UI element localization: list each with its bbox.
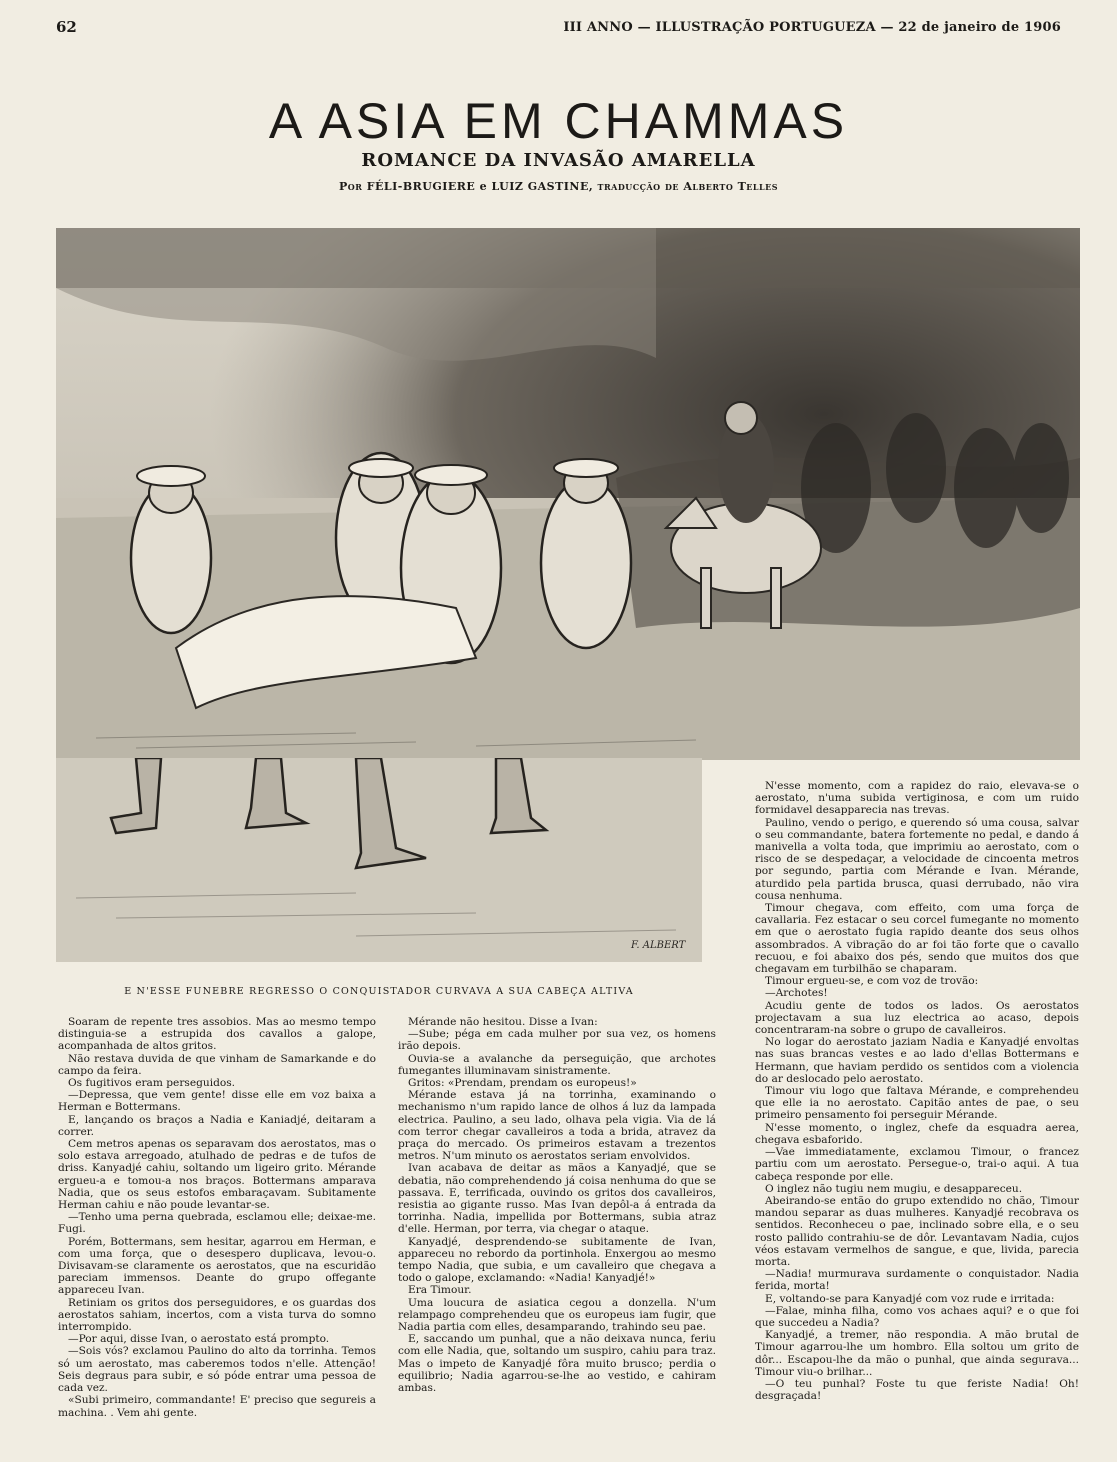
illustration-lower <box>56 758 702 962</box>
article-subtitle: ROMANCE DA INVASÃO AMARELLA <box>361 150 756 171</box>
paragraph: —O teu punhal? Foste tu que feriste Nadia! Oh! desgraçada! <box>755 1377 1079 1403</box>
paragraph: Mérande estava já na torrinha, examinando o mechanismo n'um rapido lance de olhos á luz da lampada electrica. Paulino, a seu lado, olhava pela vigia. Via de lá com terror chegar cavalleiros a toda a brida, atravez da praça do mercado. Os primeiros estavam a trezentos metros. N'um minuto os aerostatos seriam envolvidos. <box>398 1089 716 1163</box>
paragraph: N'esse momento, com a rapidez do raio, elevava-se o aerostato, n'uma subida vertiginosa, e com um ruido formidavel desapparecia nas trevas. <box>755 780 1079 817</box>
paragraph: Ivan acabava de deitar as mãos a Kanyadjé, que se debatia, não comprehendendo já coisa nenhuma do que se passava. E, terrificada, ouvindo os gritos dos cavalleiros, resistia ao gigante russo. Mas Ivan depôl-a á entrada da torrinha. Nadia, impellida por Bottermans, subia atraz d'elle. Herman, por terra, via chegar o ataque. <box>398 1162 716 1236</box>
paragraph: Uma loucura de asiatica cegou a donzella. N'um relampago comprehendeu que os europeus iam fugir, que Nadia partia com elles, desamparando, trahindo seu pae. <box>398 1296 716 1334</box>
paragraph: —Sube; péga em cada mulher por sua vez, os homens irão depois. <box>398 1028 716 1053</box>
illustration-caption: E N'ESSE FUNEBRE REGRESSO O CONQUISTADOR CURVAVA A SUA CABEÇA ALTIVA <box>124 986 634 997</box>
paragraph: E, saccando um punhal, que a não deixava nunca, feriu com elle Nadia, que, soltando um suspiro, cahiu para traz. Mas o impeto de Kanyadjé fôra muito brusco; perdia o equilibrio; Nadia agarrou-se-lhe ao vestido, e cahiram ambas. <box>398 1333 716 1395</box>
paragraph: Mérande não hesitou. Disse a Ivan: <box>408 1016 598 1028</box>
paragraph: Acudiu gente de todos os lados. Os aerostatos projectavam a sua luz electrica ao acaso, depois concentraram-na sobre o grupo de cavalleiros. <box>755 999 1079 1037</box>
page-header <box>56 18 1061 42</box>
paragraph: No logar do aerostato jaziam Nadia e Kanyadjé envoltas nas suas brancas vestes e ao lado d'ellas Bottermans e Hermann, que haviam perdido os sentidos com a violencia do ar deslocado pelo aerostato. <box>755 1036 1079 1085</box>
illustration <box>56 228 1080 760</box>
paragraph: Os fugitivos eram perseguidos. <box>68 1077 236 1090</box>
paragraph: —Depressa, que vem gente! disse elle em voz baixa a Herman e Bottermans. <box>58 1089 376 1114</box>
paragraph: —Falae, minha filha, como vos achaes aqui? e o que foi que succedeu a Nadia? <box>755 1304 1079 1329</box>
paragraph: E, lançando os braços a Nadia e Kaniadjé, deitaram a correr. <box>58 1113 376 1138</box>
paragraph: Timour ergueu-se, e com voz de trovão: <box>765 975 979 988</box>
paragraph: Timour chegava, com effeito, com uma força de cavallaria. Fez estacar o seu corcel fumegante no momento em que o aerostato fugia rapido deante dos seus olhos assombrados. A vibração do ar foi tão forte que o cavallo recuou, e foi abaixo dos pés, sendo que muitos dos que chegavam em turbilhão se chaparam. <box>755 902 1079 976</box>
paragraph: E, voltando-se para Kanyadjé com voz rude e irritada: <box>765 1292 1055 1305</box>
illustration-artwork <box>56 228 1080 760</box>
text-column-1 <box>58 1016 376 1419</box>
paragraph: Abeirando-se então do grupo extendido no chão, Timour mandou separar as duas mulheres. Kanyadjé recobrava os sentidos. Reconheceu o pae, inclinado sobre ella, e o seu rosto pallido contrahiu-se de dôr. Levantavam Nadia, cujos véos estavam vermelhos de sangue, e que, livida, parecia morta. <box>755 1194 1079 1268</box>
paragraph: Era Timour. <box>408 1284 472 1297</box>
paragraph: Não restava duvida de que vinham de Samarkande e do campo da feira. <box>58 1052 376 1077</box>
paragraph: —Nadia! murmurava surdamente o conquistador. Nadia ferida, morta! <box>755 1268 1079 1293</box>
byline-authors: FÉLI-BRUGIERE e LUIZ GASTINE, <box>366 180 594 193</box>
artist-signature: F. ALBERT <box>631 940 686 951</box>
paragraph: Retiniam os gritos dos perseguidores, e os guardas dos aerostatos sahiam, incertos, com a vista turva do somno interrompido. <box>58 1296 376 1334</box>
paragraph: —Por aqui, disse Ivan, o aerostato está prompto. <box>68 1333 330 1346</box>
byline <box>0 180 1117 193</box>
paragraph: Porém, Bottermans, sem hesitar, agarrou em Herman, e com uma força, que o desespero duplicava, levou-o. Divisavam-se claramente os aerostatos, que na escuridão pareciam immensos. Deante do grupo offegante appareceu Ivan. <box>58 1235 376 1297</box>
page-number: 62 <box>56 18 77 36</box>
paragraph: Kanyadjé, a tremer, não respondia. A mão brutal de Timour agarrou-lhe um hombro. Ella soltou um grito de dôr... Escapou-lhe da mão o punhal, que ainda segurava... Timour viu-o brilhar... <box>755 1329 1079 1378</box>
paragraph: Timour viu logo que faltava Mérande, e comprehendeu que elle ia no aerostato. Capitão antes de pae, o seu primeiro pensamento foi perseguir Mérande. <box>755 1085 1079 1122</box>
paragraph: Kanyadjé, desprendendo-se subitamente de Ivan, appareceu no rebordo da portinhola. Enxergou ao mesmo tempo Nadia, que subia, e um cavalleiro que chegava a todo o galope, exclamando: «Nadia! Kanyadjé!» <box>398 1235 716 1285</box>
running-head: III ANNO — ILLUSTRAÇÃO PORTUGUEZA — 22 de janeiro de 1906 <box>563 20 1061 35</box>
byline-por: Por <box>338 180 363 193</box>
paragraph: N'esse momento, o inglez, chefe da esquadra aerea, chegava esbaforido. <box>755 1121 1079 1146</box>
paragraph: —Tenho uma perna quebrada, esclamou elle; deixae-me. Fugi. <box>58 1211 376 1236</box>
paragraph: Paulino, vendo o perigo, e querendo só uma cousa, salvar o seu commandante, batera fortemente no pedal, e dando á manivella a volta toda, que imprimiu ao aerostato, com o risco de se despedaçar, a velocidade de cincoenta metros por segundo, partia com Mérande e Ivan. Mérande, aturdido pela partida brusca, quasi derrubado, não vira cousa nenhuma. <box>755 816 1079 902</box>
text-column-2 <box>398 1016 716 1394</box>
paragraph: —Archotes! <box>765 987 828 1000</box>
paragraph: Ouvia-se a avalanche da perseguição, que archotes fumegantes illuminavam sinistramente. <box>398 1052 716 1077</box>
paragraph: O inglez não tugiu nem mugiu, e desappareceu. <box>765 1182 1023 1195</box>
paragraph: Soaram de repente tres assobios. Mas ao mesmo tempo distinguia-se a estrupida dos cavallos a galope, acompanhada de altos gritos. <box>58 1016 376 1053</box>
illustration-lower-artwork <box>56 758 702 962</box>
text-column-3 <box>755 780 1079 1402</box>
paragraph: —Vae immediatamente, exclamou Timour, o francez partiu com um aerostato. Persegue-o, trai-o aqui. A tua cabeça responde por elle. <box>755 1146 1079 1183</box>
paragraph: —Sois vós? exclamou Paulino do alto da torrinha. Temos só um aerostato, mas caberemos todos n'elle. Attenção! Seis degraus para subir, e só póde entrar uma pessoa de cada vez. <box>58 1345 376 1395</box>
byline-translator: traducção de Alberto Telles <box>597 180 779 193</box>
article-title: A ASIA EM CHAMMAS <box>268 93 849 149</box>
paragraph: Gritos: «Prendam, prendam os europeus!» <box>408 1077 637 1090</box>
paragraph: «Subi primeiro, commandante! E' preciso que segureis a machina. . Vem ahi gente. <box>58 1394 376 1419</box>
paragraph: Cem metros apenas os separavam dos aerostatos, mas o solo estava arregoado, atulhado de pedras e de tufos de driss. Kanyadjé cahiu, soltando um ligeiro grito. Mérande ergueu-a e tomou-a nos braços. Bottermans amparava Nadia, que os seus estofos embaraçavam. Subitamente Herman cahiu e não poude levantar-se. <box>58 1138 376 1212</box>
